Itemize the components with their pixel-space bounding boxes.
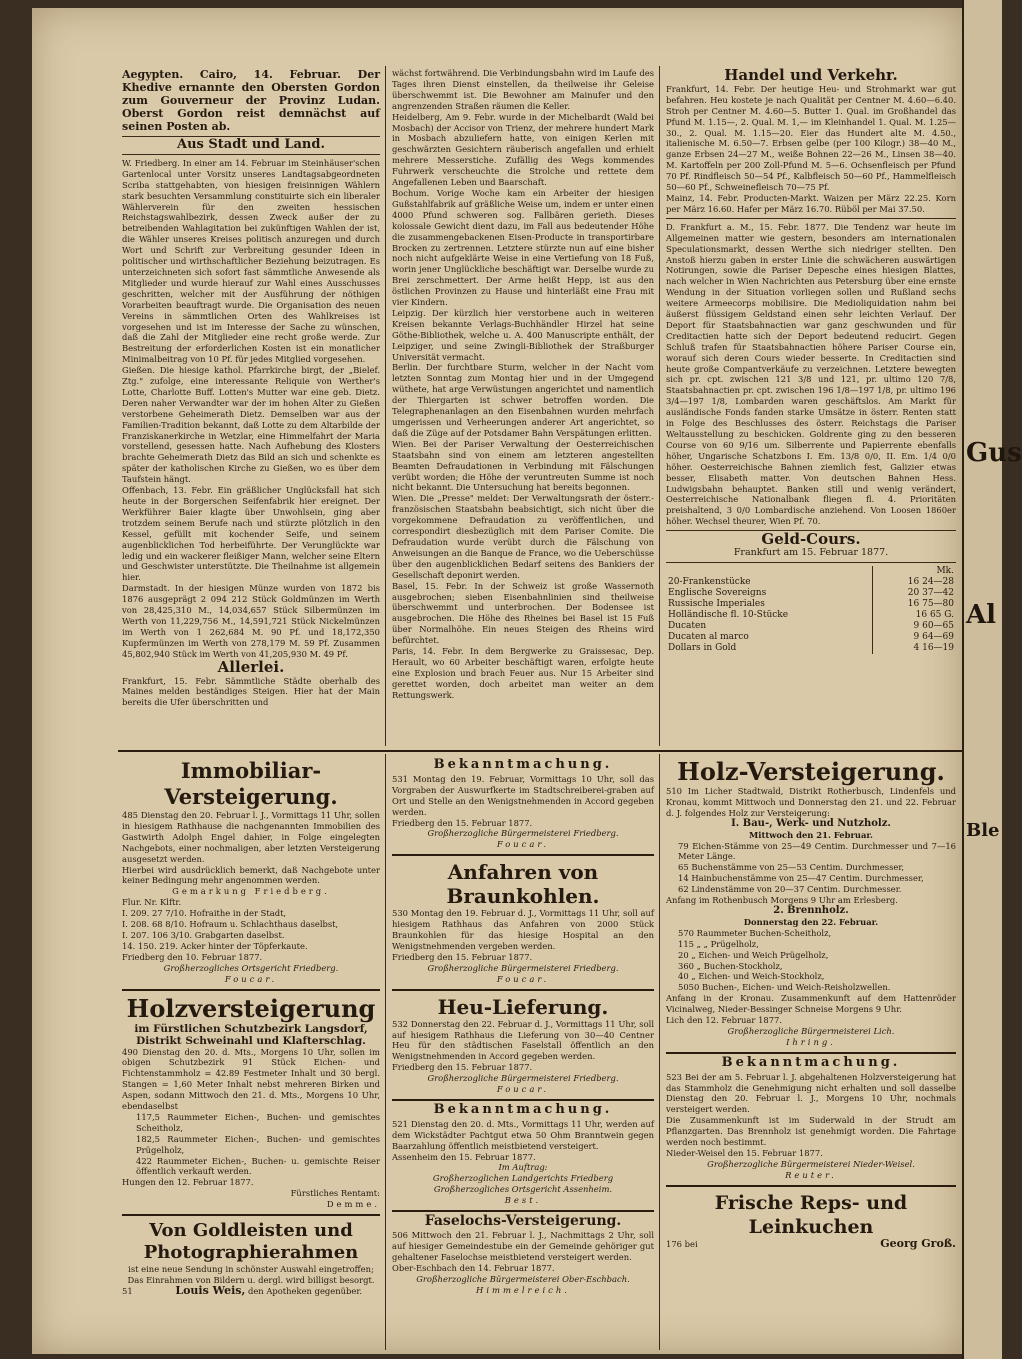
ad-text: Anfang in der Kronau. Zusammenkunft auf dem Hattenröder Vicinalweg, Nieder-Bessinger Schneise Morgens 9 Uhr. [666, 993, 956, 1015]
ad-subtitle: im Fürstlichen Schutzbezirk Langsdorf, Distrikt Schweinahl und Klafterschlag. [134, 1022, 368, 1047]
newspaper-page [32, 8, 962, 1354]
article-paragraph: Wien. Die „Presse" meldet: Der Verwaltungsrath der österr.-französischen Staatsbahn beabsichtigt, sich nicht über die vorgekommene Defraudation zu veröffentlichen, und correspondirt diesbezüglich mit dem Pariser Comite. Die Defraudation wurde verübt durch die Fälschung von Anweisungen an die Banque de France, wo die Ueberschüsse über den augenblicklichen Bedarf seitens des Bankiers der Gesellschaft deponirt werden. [392, 493, 654, 580]
list-item: 5050 Buchen-, Eichen- und Weich-Reisholzwellen. [678, 982, 891, 993]
list-item: 570 Raummeter Buchen-Scheitholz, [678, 927, 832, 938]
ad-merchant-name: Georg Groß. [880, 1236, 956, 1250]
ad-text: 523 Bei der am 5. Februar l. J. abgehaltenen Holzversteigerung hat das Stammholz die Genehmigung nicht erhalten und soll dasselbe Dienstag den 20. Februar l. J., Morgens 10 Uhr, nochmals versteigert werden. [666, 1071, 956, 1115]
ad-signer: Reuter. [785, 1169, 837, 1180]
ad-title-holzversteigerung: Holzversteigerung [126, 993, 376, 1023]
ad-signer: Foucar. [224, 973, 278, 984]
ad-text: Die Zusammenkunft ist im Suderwald in der Strudt am Pflanzgarten. Das Brennholz ist genehmigt worden. Die Fahrtage werden noch bestimmt. [666, 1115, 956, 1148]
ad-text: 485 Dienstag den 20. Februar l. J., Vormittags 11 Uhr, sollen in hiesigem Rathhause die nachgenannten Immobilien des Gastwirth Adolph Engel dahier, in Folge eingelegten Nachgebots, einer nochmaligen, aber letzten Versteigerung ausgesetzt werden. [122, 810, 380, 864]
list-item: 20 „ Eichen- und Weich Prügelholz, [678, 949, 829, 960]
ad-date: Nieder-Weisel den 15. Februar 1877. [666, 1148, 823, 1158]
ad-signer: Foucar. [496, 1084, 550, 1095]
ad-title-immobiliar: Immobiliar-Versteigerung. [164, 758, 338, 809]
ad-title-reps: Frische Reps- und Leinkuchen [714, 1191, 908, 1238]
ad-date: Assenheim den 15. Februar 1877. [392, 1151, 536, 1162]
ad-merchant-name: Louis Weis, [175, 1283, 246, 1297]
adjacent-page-fragment: Ble [966, 820, 1000, 841]
ad-text: 532 Donnerstag den 22. Februar d. J., Vormittags 11 Uhr, soll auf hiesigem Rathhaus die Lieferung von 30—40 Centner Heu für den städtischen Faselstall öffentlich an den Wenigstnehmenden in Accord gegeben werden. [392, 1018, 654, 1062]
ads-right [666, 758, 956, 1350]
article-paragraph: Heidelberg, Am 9. Febr. wurde in der Michelbardt (Wald bei Mosbach) der Accisor von Trienz, der mehrere hundert Mark in Mosbach abzuliefern hatte, von einigen Kerlen mit geschwärzten Gesichtern räuberisch angefallen und erhielt mehrere Messerstiche. Zufällig des Wegs kommendes Fuhrwerk verscheuchte die Strolche und rettete dem Angefallenen Leben und Baarschaft. [392, 111, 654, 188]
article-paragraph: Mainz, 14. Febr. Producten-Markt. Waizen per März 22.25. Korn per März 16.60. Hafer per März 16.70. Rüböl per Mai 37.50. [666, 192, 956, 214]
ad-signature: Fürstliches Rentamt: [290, 1188, 380, 1199]
ad-title-faselochs: Faselochs-Versteigerung. [424, 1213, 622, 1230]
list-item: 40 „ Eichen- und Weich-Stockholz, [678, 971, 825, 982]
table-row: 20-Frankenstücke 16 24—28 [668, 576, 954, 587]
ad-signer: Ihring. [786, 1036, 836, 1047]
article-paragraph: Wien. Bei der Pariser Verwaltung der Oesterreichischen Staatsbahn sind von einem am letzteren angestellten Beamten Defraudationen in Verbindung mit Fälschungen verübt worden; die Höhe der veruntreuten Summe ist noch nicht bekannt. Die Untersuchung hat bereits begonnen. [392, 438, 654, 493]
ad-number: 176 bei [666, 1238, 698, 1249]
article-paragraph: wächst fortwährend. Die Verbindungsbahn wird im Laufe des Tages ihren Dienst einstellen, da theilweise ihr Geleise überschwemmt ist. Die Bewohner am Mainufer und den angrenzenden Straßen räumen die Keller. [392, 68, 654, 111]
ad-title-goldleisten: Von Goldleisten und Photographierahmen [143, 1220, 359, 1264]
article-paragraph: Offenbach, 13. Febr. Ein gräßlicher Unglücksfall hat sich heute in der Borgerschen Seifenfabrik hier ereignet. Der Werkführer Baier klagte über Unwohlsein, ging aber trotzdem seinem Berufe nach und stürzte plötzlich in den Kessel, gefüllt mit kochender Seife, und seinem augenblicklichen Tod herbeiführte. Der Verunglückte war ledig und ein wackerer fleißiger Mann, welcher seine Eltern und Geschwister unterstützte. Die Theilnahme ist allgemein hier. [122, 485, 380, 583]
ad-signer: Foucar. [496, 839, 550, 850]
adjacent-page-fragment: Gus [966, 438, 1022, 468]
ad-merchant-address: den Apotheken gegenüber. [247, 1285, 363, 1296]
ad-date: Hungen den 12. Februar 1877. [122, 1177, 254, 1188]
ad-signature: Großherzogliches Ortsgericht Friedberg. [163, 962, 339, 973]
ad-text: 506 Mittwoch den 21. Februar l. J., Nachmittags 2 Uhr, soll auf hiesiger Gemeindestube ein der Gemeinde gehöriger gut gehaltener Faselochse meistbietend versteigert werden. [392, 1230, 654, 1262]
table-row: Ducaten 9 60—65 [668, 620, 954, 631]
geld-cours-heading: Geld-Cours. [761, 530, 861, 549]
ad-number: 51 [122, 1285, 133, 1296]
ad-footer [666, 1236, 956, 1250]
ad-signer: Best. [504, 1195, 542, 1206]
list-item: I. 208. 68 8/10. Hofraum u. Schlachthaus daselbst, [122, 919, 339, 930]
ad-date: Friedberg den 15. Februar 1877. [392, 817, 533, 828]
geld-cours-date: Frankfurt am 15. Februar 1877. [733, 547, 889, 559]
ad-date: Friedberg den 10. Februar 1877. [122, 951, 263, 962]
ad-signer: Foucar. [496, 973, 550, 984]
ads-left [122, 758, 380, 1350]
column-middle [392, 68, 654, 748]
ad-subheading: Gemarkung Friedberg. [172, 886, 330, 897]
article-paragraph: Frankfurt, 14. Febr. Der heutige Heu- und Strohmarkt war gut befahren. Heu kostete je nach Qualität per Centner M. 4.60—6.40. Stroh per Centner M. 4.60—5. Butter 1. Qual. im Großhandel das Pfund M. 1.15—, 2. Qual. M. 1,— im Kleinhandel 1. Qual. M. 1.25—30., 2. Qual. M. 1.15—20. Eier das Hundert alte M. 4.50., italienische M. 6.50—7. Erbsen gelbe (per 100 Kilogr.) 38—40 M., ganze Erbsen 24—27 M., weiße Bohnen 22—26 M., Linsen 38—40. M. Kartoffeln per 200 Zoll-Pfund M. 5—6. Ochsenfleisch per Pfund 70 Pf. Rindfleisch 50—54 Pf., Kalbfleisch 50—60 Pf., Hammelfleisch 50—60 Pf., Schweinefleisch 70—75 Pf. [666, 83, 956, 193]
aegypten-notice: Aegypten. Cairo, 14. Februar. Der Khedive ernannte den Obersten Gordon zum Gouverneur der Provinz Ludan. Oberst Gordon reist demnächst auf seinen Posten ab. [122, 68, 380, 133]
article-paragraph: Darmstadt. In der hiesigen Münze wurden von 1872 bis 1876 ausgeprägt 2 094 212 Stück Goldmünzen im Werth von 28,425,310 M., 14,034,657 Stück Silbermünzen im Werth von 11,229,756 M., 14,591,721 Stück Nickelmünzen im Werth von 1 262,684 M. 90 Pf. und 18,172,350 Kupfermünzen im Werth von 278,179 M. 59 Pf. Zusammen 45,802,940 Stück im Werth von 41,205,930 M. 49 Pf. [122, 583, 380, 659]
table-row: Russische Imperiales 16 75—80 [668, 598, 954, 609]
ad-signature: Großherzogliche Bürgermeisterei Lich. [727, 1025, 895, 1036]
ad-signature: Großherzogliches Ortsgericht Assenheim. [433, 1184, 613, 1195]
list-item: 14. 150. 219. Acker hinter der Töpferkaute. [122, 940, 308, 951]
section-heading-misc: Allerlei. [217, 657, 285, 676]
article-paragraph: W. Friedberg. In einer am 14. Februar im Steinhäuser'schen Gartenlocal unter Vorsitz unseres Landtagsabgeordneten Scriba stattgehabten, von hiesigen freisinnigen Wählern stark besuchten Versammlung constituirte sich ein liberaler Wählerverein für den zweiten hessischen Reichstagswahlbezirk, dessen Zweck außer der zu betreibenden Wahlagitation bei zukünftigen Wahlen der ist, die Wähler unseres Kreises politisch anzuregen und durch Wort und Schrift zur Verbreitung gesunder Ideen in politischer und wirthschaftlicher Beziehung beizutragen. Es unterzeichneten sich sofort fast sämmtliche Anwesende als Mitglieder und wurde hierauf zur Wahl eines Ausschusses geschritten, welcher mit der Ausführung der nöthigen Vorarbeiten beauftragt wurde. Die Organisation des neuen Vereins in sämmtlichen Orten des Wahlkreises ist vorgesehen und ist im Interesse der Sache zu wünschen, daß die Zahl der Mitglieder eine recht große werde. Zur Bestreitung der erforderlichen Kosten ist ein monatlicher Minimalbeitrag von 10 Pf. für jedes Mitglied vorgesehen. [122, 157, 380, 365]
list-item: 14 Hainbuchenstämme von 25—47 Centim. Durchmesser, [678, 873, 924, 884]
ad-date: Friedberg den 15. Februar 1877. [392, 951, 533, 962]
adjacent-page-edge [962, 0, 1022, 1359]
ad-title-bekanntmachung: Bekanntmachung. [721, 1054, 901, 1070]
ad-text: ist eine neue Sendung in schönster Auswahl eingetroffen; Das Einrahmen von Bildern u. dergl. wird billigst besorgt. [127, 1264, 375, 1285]
list-item: 62 Lindenstämme von 20—37 Centim. Durchmesser. [678, 884, 902, 895]
list-item: 65 Buchenstämme von 25—53 Centim. Durchmesser, [678, 862, 905, 873]
article-paragraph: Berlin. Der furchtbare Sturm, welcher in der Nacht vom letzten Sonntag zum Montag hier und in der Umgegend wüthete, hat arge Verwüstungen angerichtet und namentlich der Thiergarten ist schwer betroffen worden. Die Telegraphenanlagen an den Eisenbahnen wurden mehrfach umgerissen und Verheerungen anderer Art angerichtet, so daß die Züge auf der Potsdamer Bahn Verspätungen erlitten. [392, 362, 654, 438]
ad-text: 521 Dienstag den 20. d. Mts., Vormittags 11 Uhr, werden auf dem Wickstädter Pachtgut etwa 50 Ohm Branntwein gegen Baarzahlung öffentlich meistbietend versteigert. [392, 1118, 654, 1151]
ad-date: Friedberg den 15. Februar 1877. [392, 1062, 533, 1073]
ad-text: 510 Im Licher Stadtwald, Distrikt Rotherbusch, Lindenfels und Kronau, kommt Mittwoch und Donnerstag den 21. und 22. Februar d. J. folgendes Holz zur Versteigerung: [666, 786, 956, 818]
column-right [666, 68, 956, 748]
ad-text: 490 Dienstag den 20. d. Mts., Morgens 10 Uhr, sollen im obigen Schutzbezirk 91 Stück Eichen- und Fichtenstammholz = 42.89 Festmeter Inhalt und 30 bergl. Stangen = 1,60 Meter Inhalt nebst mehreren Birken und Aspen, sodann Mittwoch den 21. d. Mts., Morgens 10 Uhr, ebendaselbst [122, 1046, 380, 1112]
ad-signer: Demme. [326, 1199, 380, 1210]
ad-signature: Großherzogliche Bürgermeisterei Friedberg. [427, 1073, 619, 1084]
list-item: 422 Raummeter Eichen-, Buchen- u. gemischte Reiser öffentlich verkauft werden. [136, 1155, 380, 1177]
ad-title-braunkohlen: Anfahren von Braunkohlen. [446, 860, 600, 909]
article-paragraph: Leipzig. Der kürzlich hier verstorbene auch in weiteren Kreisen bekannte Verlags-Buchhändler Hirzel hat seine Göthe-Bibliothek, welche u. A. 400 Manuscripte enthält, der Leipziger, und seine Zwingli-Bibliothek der Straßburger Universität vermacht. [392, 307, 654, 362]
list-item: 79 Eichen-Stämme von 25—49 Centim. Durchmesser und 7—16 Meter Länge. [678, 840, 956, 862]
ad-day: Donnerstag den 22. Februar. [743, 916, 879, 927]
ad-footer [122, 1283, 380, 1297]
list-item: 360 „ Buchen-Stockholz, [678, 960, 783, 971]
ad-signature: Großherzogliche Bürgermeisterei Ober-Eschbach. [416, 1273, 630, 1284]
column-rule [659, 754, 660, 1350]
ad-title-bekanntmachung: Bekanntmachung. [433, 1101, 613, 1117]
ad-title-bekanntmachung: Bekanntmachung. [433, 757, 613, 772]
section-heading-local: Aus Stadt und Land. [177, 137, 325, 152]
list-item: 182,5 Raummeter Eichen-, Buchen- und gemischtes Prügelholz, [136, 1133, 380, 1155]
article-paragraph: Basel, 15. Febr. In der Schweiz ist große Wassernoth ausgebrochen; sieben Eisenbahnlinien sind theilweise überschwemmt und unterbrochen. Der Bodensee ist ausgebrochen. Die Höhe des Rheines bei Basel ist 15 Fuß über Normalhöhe. Ein neues Steigen des Rheins wird befürchtet. [392, 580, 654, 646]
ad-title-holz-versteigerung: Holz-Versteigerung. [677, 757, 945, 786]
ad-table-header: Flur. Nr. Klftr. [122, 897, 182, 908]
ad-date: Lich den 12. Februar 1877. [666, 1015, 783, 1026]
article-paragraph: Gießen. Die hiesige kathol. Pfarrkirche birgt, der „Bielef. Ztg." zufolge, eine interessante Reliquie von Werther's Lotte, Charlotte Buff. Lotten's Mutter war eine geb. Dietz. Deren naher Verwandter war der im hohen Alter zu Gießen verstorbene Geheimerath Dietz. Demselben war aus der Familien-Tradition bekannt, daß Lotte zu dem Altarbilde der Franziskanerkirche in Wetzlar, eine Himmelfahrt der Maria vorstellend, gesessen hatte. Nach Aufhebung des Klosters brachte Geheimerath Dietz das Bild an sich und schenkte es später der katholischen Kirche zu Gießen, wo es über dem Taufstein hängt. [122, 365, 380, 485]
column-rule [385, 754, 386, 1350]
ad-signature: Großherzoglichen Landgerichts Friedberg [432, 1173, 614, 1184]
table-row: Dollars in Gold 4 16—19 [668, 642, 954, 653]
table-row: Englische Sovereigns 20 37—42 [668, 587, 954, 598]
column-left [122, 68, 380, 748]
ad-title-heu: Heu-Lieferung. [437, 994, 609, 1019]
ad-signature: Großherzogliche Bürgermeisterei Friedberg. [427, 828, 619, 839]
list-item: I. 207. 106 3/10. Grabgarten daselbst. [122, 929, 285, 940]
ad-text: 530 Montag den 19. Februar d. J., Vormittags 11 Uhr, soll auf hiesigem Rathhaus das Anfahren von 2000 Stück Braunkohlen für das hiesige Hospital an den Wenigstnehmenden vergeben werden. [392, 908, 654, 951]
list-item: 115 „ „ Prügelholz, [678, 938, 759, 949]
ad-signer: Himmelreich. [476, 1284, 570, 1295]
section-divider [118, 750, 964, 752]
section-heading-trade: Handel und Verkehr. [724, 66, 898, 84]
ad-text: 531 Montag den 19. Februar, Vormittags 10 Uhr, soll das Vorgraben der Auswurfkerte im Stadtschreiberei-graben auf Ort und Stelle an den Wenigstnehmenden in Accord gegeben werden. [392, 773, 654, 817]
table-row: Ducaten al marco 9 64—69 [668, 631, 954, 642]
column-rule [659, 66, 660, 746]
list-item: 117,5 Raummeter Eichen-, Buchen- und gemischtes Scheitholz, [136, 1111, 380, 1133]
ad-date: Ober-Eschbach den 14. Februar 1877. [392, 1262, 555, 1273]
table-row: Holländische fl. 10-Stücke 16 65 G. [668, 609, 954, 620]
adjacent-page-fragment: Al [966, 600, 997, 630]
ad-text: Anfang im Rothenbusch Morgens 9 Uhr am Erlesberg. [666, 895, 898, 906]
article-paragraph: Frankfurt, 15. Febr. Sämmtliche Städte oberhalb des Maines melden beständiges Steigen. Hier hat der Main bereits die Ufer überschritten und [122, 675, 380, 708]
ad-signature: Großherzogliche Bürgermeisterei Nieder-Weisel. [707, 1158, 915, 1169]
ad-signature: Im Auftrag: [498, 1162, 548, 1173]
column-rule [385, 66, 386, 746]
article-paragraph: Paris, 14. Febr. In dem Bergwerke zu Graissesac, Dep. Herault, wo 60 Arbeiter beschäftigt waren, erfolgte heute eine Explosion und brach Feuer aus. Nur 15 Arbeiter sind gerettet worden, doch arbeitet man weiter an dem Rettungswerk. [392, 646, 654, 700]
article-paragraph: Bochum. Vorige Woche kam ein Arbeiter der hiesigen Gußstahlfabrik auf gräßliche Weise um, indem er unter einen 4000 Pfund schweren sog. Fallbären gerieth. Dieses kolossale Gewicht dient dazu, im Fall aus bedeutender Höhe die zusammengebackenen Eisen-Producte in transportirbare Brocken zu zertrennen. Letztere stürzte nun auf eine bisher noch nicht aufgeklärte Weise in eine Vertiefung von 18 Fuß, worin jener Unglückliche beschäftigt war. Derselbe wurde zu Brei zerschmettert. Der Arme heißt Hepp, ist aus den östlichen Provinzen zu Hause und hinterläßt eine Frau mit vier Kindern. [392, 187, 654, 308]
ad-signature: Großherzogliche Bürgermeisterei Friedberg. [427, 962, 619, 973]
article-paragraph: D. Frankfurt a. M., 15. Febr. 1877. Die Tendenz war heute im Allgemeinen matter wie gestern, besonders am internationalen Speculationsmarkt, dessen Werthe sich niedriger stellten. Den Anstoß hierzu gaben in erster Linie die schwächeren auswärtigen Notirungen, sowie die Pariser Depesche eines hiesigen Blattes, nach welcher in Wien Nachrichten aus Petersburg über eine ernste Wendung in der Situation vorliegen sollen und Rußland sechs weitere Armeecorps mobilisire. Die Medioliquidation nahm bei äußerst flüssigem Geldstand einen sehr leichten Verlauf. Der Deport für Staatsbahnactien war ganz geschwunden und für Creditactien hatte sich der Deport bedeutend reducirt. Gegen Schluß trafen für Staatsbahnactien höhere Pariser Course ein, worauf sich deren Cours wieder besserte. In Creditactien sind heute große Compantverkäufe zu verzeichnen. Letztere bewegten sich pr. cpt. zwischen 121 3/8 und 121, pr. ultimo 120 7/8, Staatsbahnactien pr. cpt. zwischen 196 1/8—197 1/8, pr. ultimo 196 3/4—197 1/8, Lombarden waren geschäftslos. Am Markt für ausländische Fonds fanden starke Umsätze in österr. Renten statt in Folge des Beschlusses des österr. Reichstags die Pariser Weltausstellung zu beschicken. Goldrente ging zu den besseren Course von 60 9/16 um. Silberrente und Papierrente ebenfalls höher, Ungarische Schatzbons I. Em. 13/8 0/0, II. Em. 1/4 0/0 höher. Oesterreichische Bahnen ziemlich fest, Galizier etwas besser, Elisabeth matter. Von deutschen Bahnen Hess. Ludwigsbahn behauptet. Banken still und wenig verändert, Oesterreichische Nationalbank fliegen fl. 4. Prioritäten preishaltend, 3 0/0 Lombardische anziehend. Von Loosen 1860er höher. Wechsel theurer, Wien Pf. 70. [666, 221, 956, 527]
ads-middle [392, 758, 654, 1350]
ad-day: Mittwoch den 21. Februar. [749, 829, 873, 840]
ad-section: 2. Brennholz. [773, 904, 849, 916]
rate-unit: Mk. [872, 566, 956, 577]
ad-section: I. Bau-, Werk- und Nutzholz. [731, 817, 891, 829]
exchange-rate-table [666, 566, 956, 654]
ad-text: Hierbei wird ausdrücklich bemerkt, daß Nachgebote unter keiner Bedingung mehr angenommen werden. [122, 864, 380, 886]
list-item: I. 209. 27 7/10. Hofraithe in der Stadt, [122, 908, 287, 919]
